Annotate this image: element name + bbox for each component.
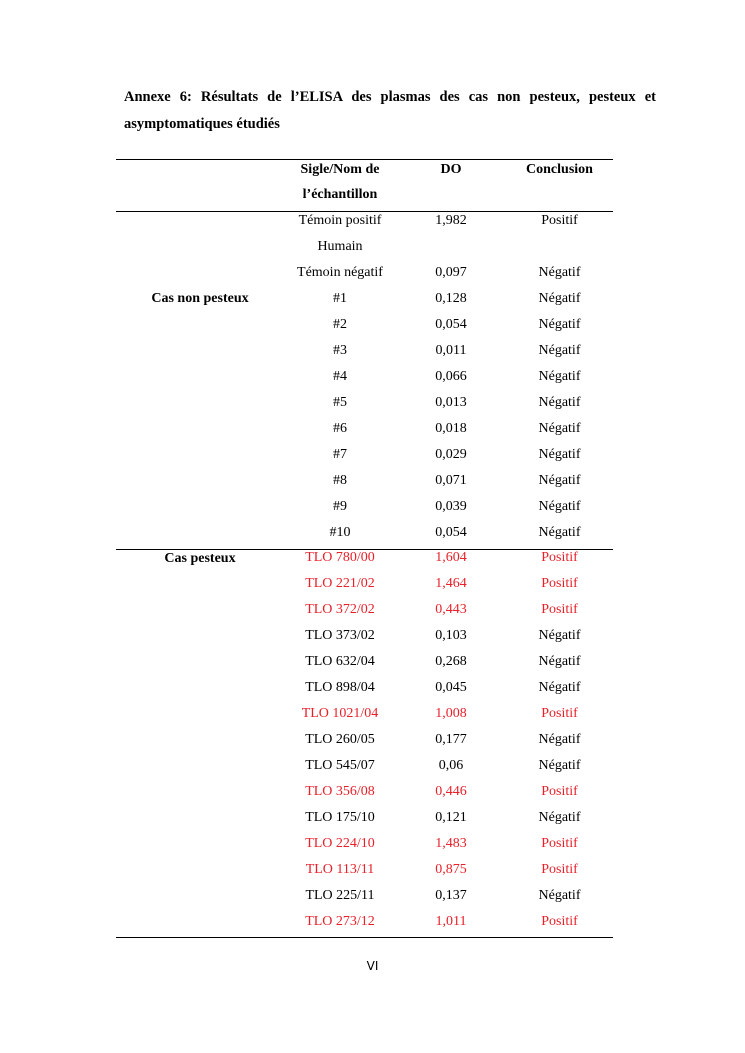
do-cell: 0,103 xyxy=(435,628,467,643)
sample-cell: TLO 632/04 xyxy=(305,654,375,669)
conclusion-cell: Négatif xyxy=(538,369,581,384)
sample-cell: Humain xyxy=(317,239,363,254)
do-cell: 0,054 xyxy=(435,525,467,540)
conclusion-cell: Négatif xyxy=(538,628,581,643)
conclusion-cell: Négatif xyxy=(538,732,581,747)
sample-cell: TLO 273/12 xyxy=(305,914,375,929)
sample-cell: TLO 113/11 xyxy=(305,862,375,877)
sample-cell: TLO 372/02 xyxy=(305,602,375,617)
table-row xyxy=(0,237,745,263)
sample-cell: #3 xyxy=(333,343,347,358)
table-row xyxy=(0,912,745,938)
conclusion-cell: Positif xyxy=(541,706,578,721)
sample-cell: Témoin négatif xyxy=(297,265,383,280)
conclusion-cell: Négatif xyxy=(538,525,581,540)
do-cell: 0,071 xyxy=(435,473,467,488)
table-row xyxy=(0,782,745,808)
do-cell: 0,06 xyxy=(438,758,464,773)
conclusion-cell: Positif xyxy=(541,914,578,929)
sample-cell: #5 xyxy=(333,395,347,410)
conclusion-cell: Négatif xyxy=(538,473,581,488)
do-cell: 1,464 xyxy=(435,576,467,591)
table-row xyxy=(0,263,745,289)
sample-cell: TLO 260/05 xyxy=(305,732,375,747)
conclusion-cell: Négatif xyxy=(538,680,581,695)
table-row xyxy=(0,548,745,574)
do-cell: 0,446 xyxy=(435,784,467,799)
do-cell: 0,045 xyxy=(435,680,467,695)
sample-cell: #9 xyxy=(333,499,347,514)
sample-cell: TLO 221/02 xyxy=(305,576,375,591)
conclusion-cell: Négatif xyxy=(538,447,581,462)
table-row xyxy=(0,808,745,834)
do-cell: 0,054 xyxy=(435,317,467,332)
conclusion-cell: Négatif xyxy=(538,888,581,903)
sample-cell: TLO 1021/04 xyxy=(301,706,379,721)
conclusion-cell: Positif xyxy=(541,550,578,565)
do-cell: 0,443 xyxy=(435,602,467,617)
conclusion-cell: Positif xyxy=(541,862,578,877)
conclusion-cell: Positif xyxy=(541,602,578,617)
page-number: VI xyxy=(366,959,379,973)
do-cell: 0,177 xyxy=(435,732,467,747)
table-row xyxy=(0,393,745,419)
table-row xyxy=(0,886,745,912)
sample-cell: #4 xyxy=(333,369,347,384)
table-row xyxy=(0,211,745,237)
conclusion-cell: Négatif xyxy=(538,291,581,306)
do-cell: 0,097 xyxy=(435,265,467,280)
table-row xyxy=(0,756,745,782)
conclusion-cell: Positif xyxy=(541,836,578,851)
table-row xyxy=(0,367,745,393)
do-cell: 1,008 xyxy=(435,706,467,721)
table-row xyxy=(0,471,745,497)
conclusion-cell: Positif xyxy=(541,213,578,228)
do-cell: 0,875 xyxy=(435,862,467,877)
sample-cell: Témoin positif xyxy=(298,213,382,228)
conclusion-cell: Positif xyxy=(541,576,578,591)
group-label-non-pesteux: Cas non pesteux xyxy=(151,291,249,306)
conclusion-cell: Négatif xyxy=(538,758,581,773)
table-row xyxy=(0,626,745,652)
table-row xyxy=(0,652,745,678)
conclusion-cell: Négatif xyxy=(538,317,581,332)
sample-cell: #7 xyxy=(333,447,347,462)
table-row xyxy=(0,419,745,445)
group-label-pesteux: Cas pesteux xyxy=(164,551,236,566)
conclusion-cell: Négatif xyxy=(538,343,581,358)
table-row xyxy=(0,860,745,886)
sample-cell: #10 xyxy=(329,525,351,540)
conclusion-cell: Négatif xyxy=(538,810,581,825)
header-sample-line-1: Sigle/Nom de xyxy=(300,162,380,177)
sample-cell: TLO 225/11 xyxy=(305,888,375,903)
header-do: DO xyxy=(440,162,462,177)
sample-cell: TLO 356/08 xyxy=(305,784,375,799)
table-row xyxy=(0,315,745,341)
conclusion-cell: Négatif xyxy=(538,395,581,410)
do-cell: 0,011 xyxy=(435,343,467,358)
do-cell: 1,982 xyxy=(435,213,467,228)
sample-cell: TLO 224/10 xyxy=(305,836,375,851)
table-row xyxy=(0,730,745,756)
conclusion-cell: Négatif xyxy=(538,265,581,280)
do-cell: 0,018 xyxy=(435,421,467,436)
do-cell: 0,066 xyxy=(435,369,467,384)
conclusion-cell: Négatif xyxy=(538,654,581,669)
conclusion-cell: Négatif xyxy=(538,499,581,514)
table-row xyxy=(0,445,745,471)
sample-cell: TLO 898/04 xyxy=(305,680,375,695)
caption-line-1: Annexe 6: Résultats de l’ELISA des plasmas des cas non pesteux, pesteux et xyxy=(124,89,656,105)
do-cell: 0,013 xyxy=(435,395,467,410)
header-sample-line-2: l’échantillon xyxy=(302,187,378,202)
sample-cell: TLO 545/07 xyxy=(305,758,375,773)
do-cell: 0,039 xyxy=(435,499,467,514)
sample-cell: TLO 175/10 xyxy=(305,810,375,825)
conclusion-cell: Positif xyxy=(541,784,578,799)
sample-cell: #2 xyxy=(333,317,347,332)
sample-cell: #6 xyxy=(333,421,347,436)
header-conclusion: Conclusion xyxy=(526,162,593,177)
do-cell: 0,029 xyxy=(435,447,467,462)
caption-line-2: asymptomatiques étudiés xyxy=(124,116,280,132)
table-row xyxy=(0,704,745,730)
annex-caption xyxy=(124,84,656,138)
do-cell: 0,268 xyxy=(435,654,467,669)
header-sample xyxy=(284,157,396,207)
sample-cell: TLO 780/00 xyxy=(305,550,375,565)
table-bottom-rule xyxy=(116,937,613,938)
table-row xyxy=(0,523,745,549)
table-row xyxy=(0,678,745,704)
table-row xyxy=(0,497,745,523)
conclusion-cell: Négatif xyxy=(538,421,581,436)
do-cell: 0,128 xyxy=(435,291,467,306)
sample-cell: #1 xyxy=(333,291,347,306)
do-cell: 1,011 xyxy=(435,914,467,929)
table-row xyxy=(0,574,745,600)
table-row xyxy=(0,834,745,860)
table-row xyxy=(0,600,745,626)
do-cell: 1,604 xyxy=(435,550,467,565)
do-cell: 1,483 xyxy=(435,836,467,851)
table-row xyxy=(0,341,745,367)
table-row xyxy=(0,289,745,315)
sample-cell: #8 xyxy=(333,473,347,488)
sample-cell: TLO 373/02 xyxy=(305,628,375,643)
do-cell: 0,137 xyxy=(435,888,467,903)
do-cell: 0,121 xyxy=(435,810,467,825)
